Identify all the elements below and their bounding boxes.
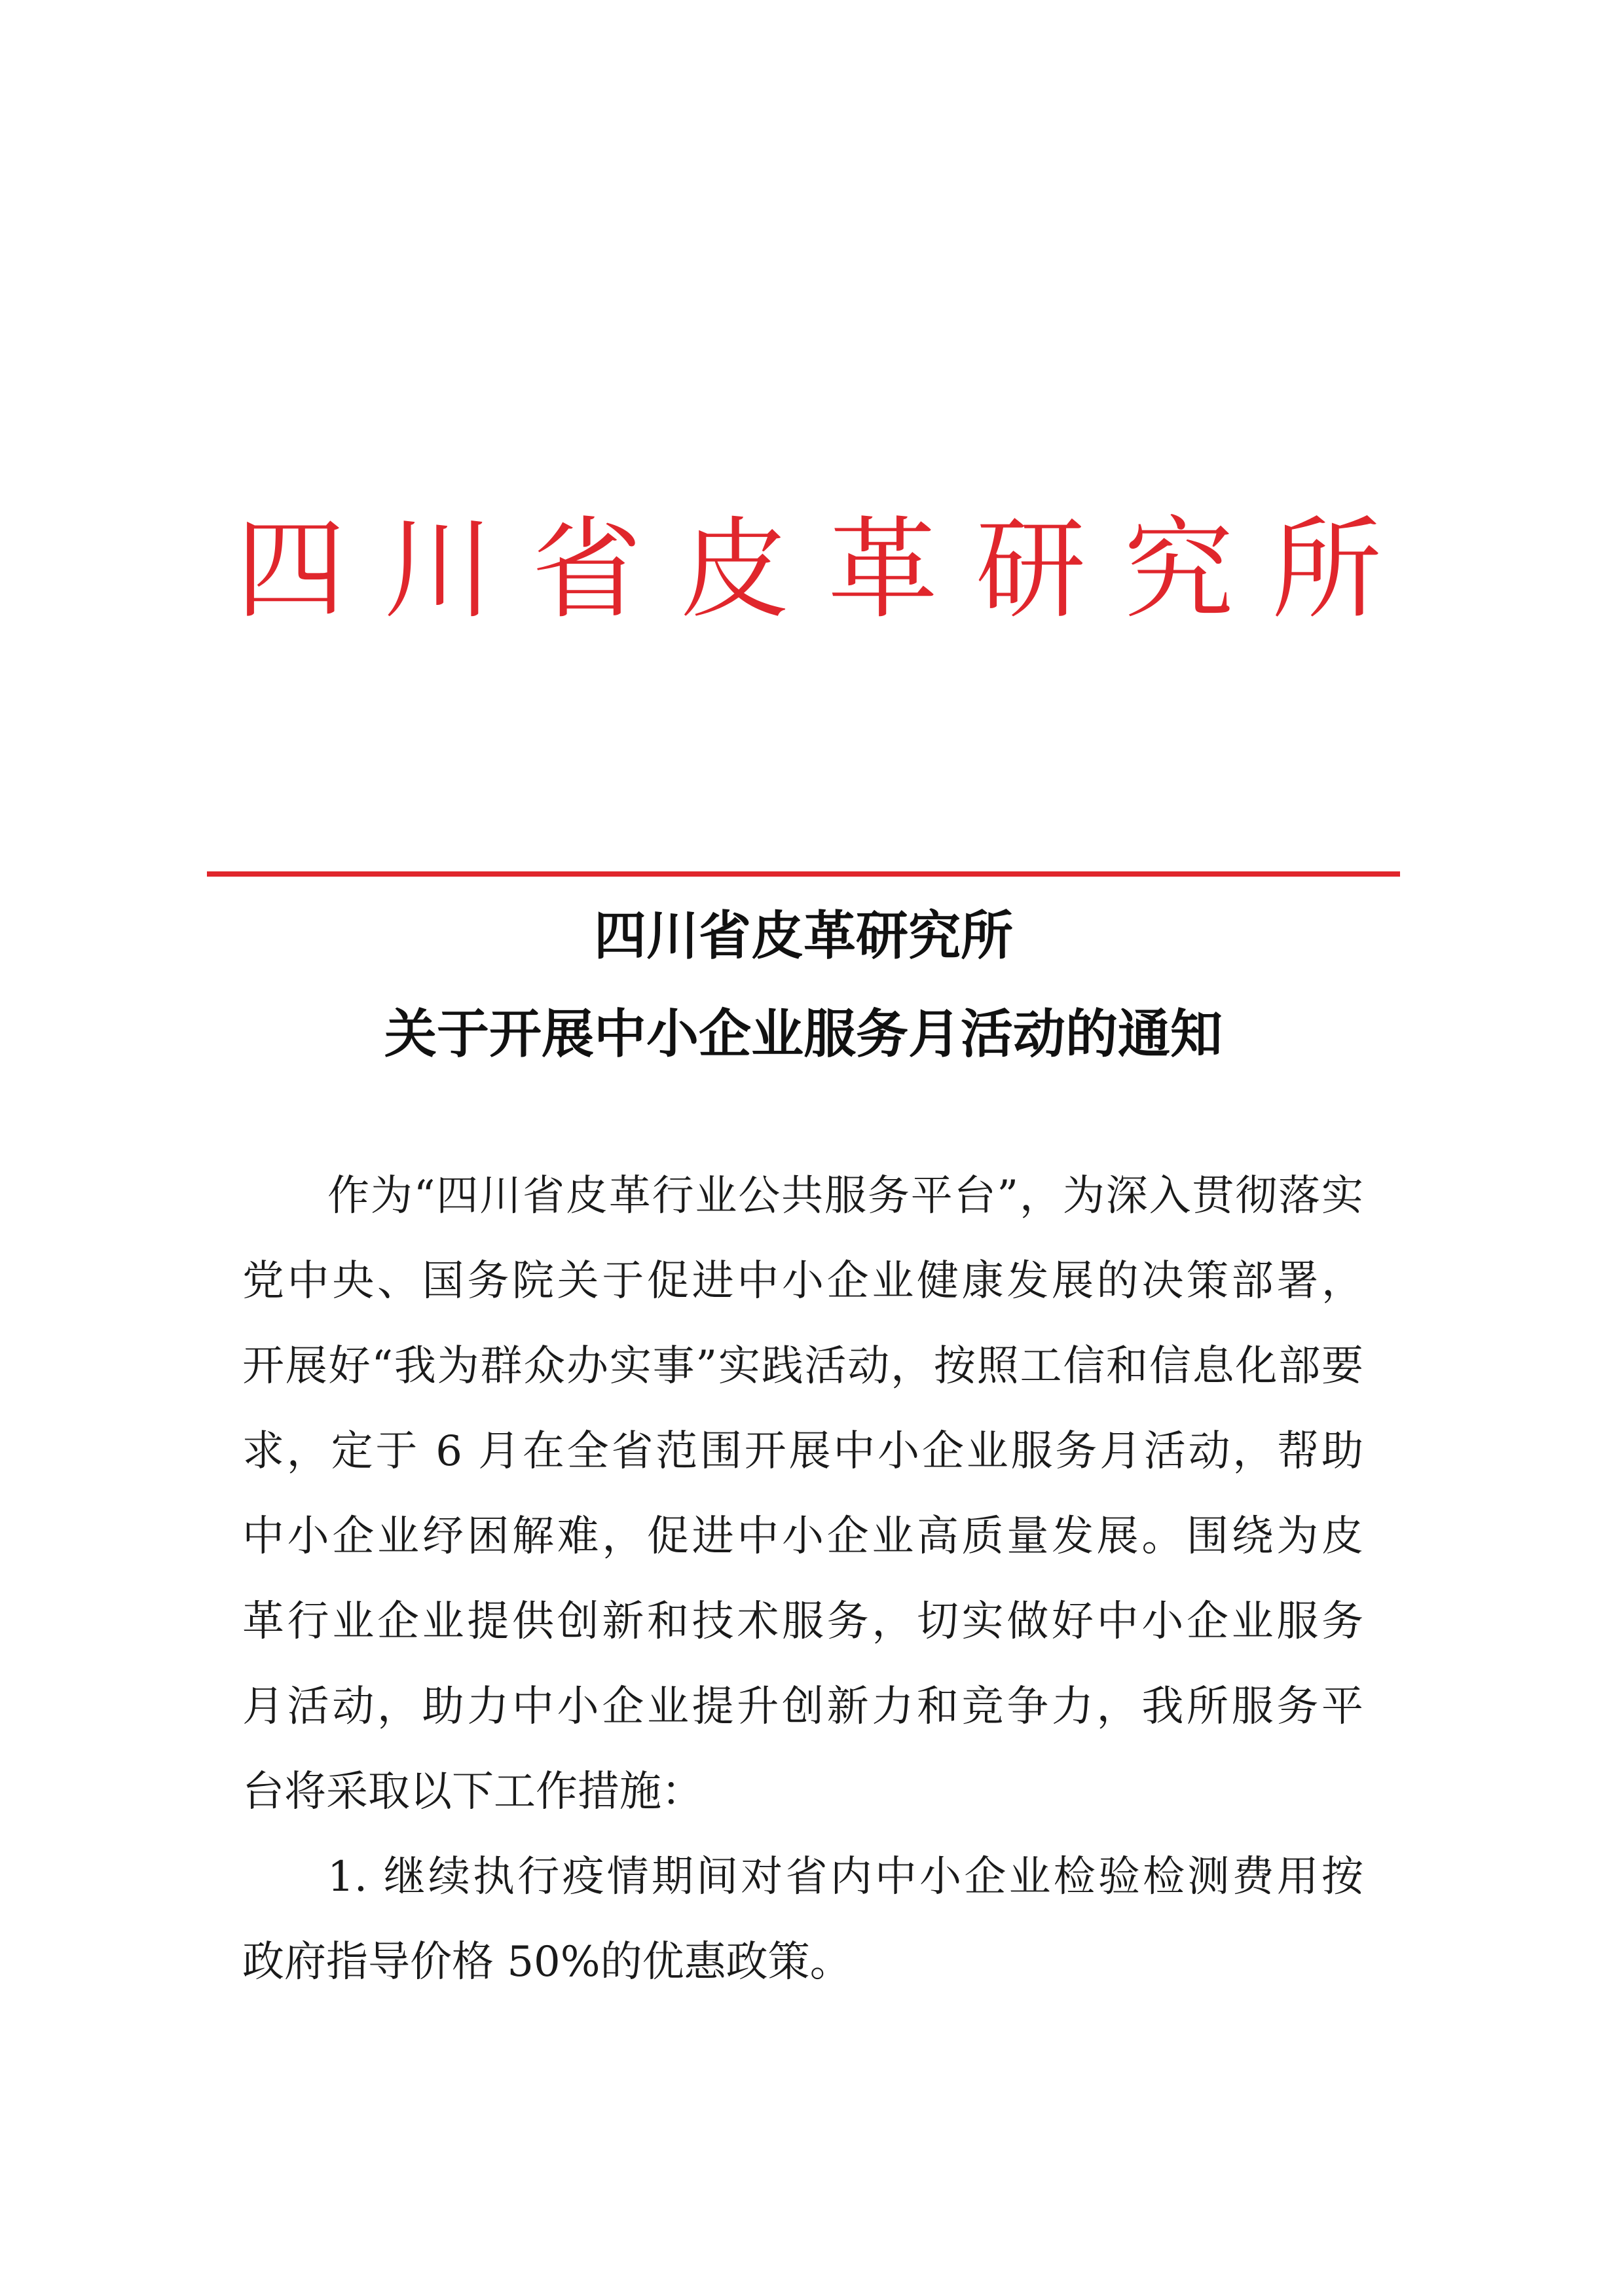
letterhead-char: 所 [1272,505,1382,634]
paragraph-line: 革行业企业提供创新和技术服务，切实做好中小企业服务 [242,1597,1363,1646]
letterhead-char: 究 [1124,505,1234,634]
paragraph-line: 党中央、国务院关于促进中小企业健康发展的决策部署， [242,1257,1363,1305]
letterhead-char: 研 [976,505,1086,634]
letterhead-char: 皮 [680,505,790,634]
letterhead-org-name [236,504,1382,635]
paragraph-line: 求，定于 6 月在全省范围开展中小企业服务月活动，帮助 [242,1427,1363,1476]
document-title-line-1: 四川省皮革研究所 [594,905,1013,966]
paragraph-line: 开展好“我为群众办实事”实践活动，按照工信和信息化部要 [242,1342,1363,1391]
list-item-line: 1. 继续执行疫情期间对省内中小企业检验检测费用按 [327,1853,1363,1901]
paragraph-line: 月活动，助力中小企业提升创新力和竞争力，我所服务平 [242,1683,1363,1731]
paragraph-line: 作为“四川省皮革行业公共服务平台”，为深入贯彻落实 [327,1172,1363,1220]
letterhead-char: 四 [236,505,346,634]
list-item-line: 政府指导价格 50%的优惠政策。 [242,1938,852,1986]
letterhead-char: 川 [384,505,494,634]
paragraph-line: 台将采取以下工作措施： [242,1768,703,1816]
paragraph-line: 中小企业纾困解难，促进中小企业高质量发展。围绕为皮 [242,1512,1363,1561]
document-title-line-2: 关于开展中小企业服务月活动的通知 [384,1004,1223,1065]
letterhead-divider [207,871,1400,877]
letterhead-char: 省 [532,505,642,634]
letterhead-char: 革 [828,505,938,634]
